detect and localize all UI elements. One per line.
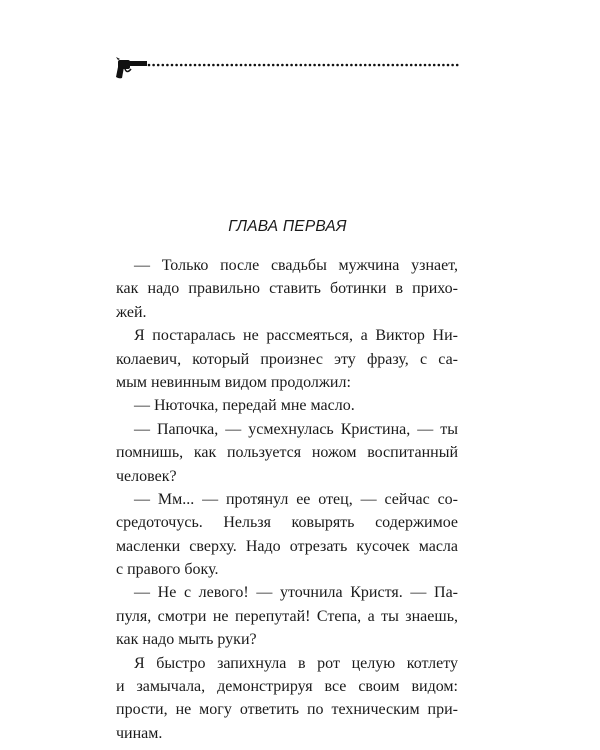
dotted-rule [147, 63, 459, 67]
header-ornament [115, 54, 460, 84]
text-line: и замычала, демонстрируя все своим видом: [116, 678, 458, 696]
text-line: мым невинным видом продолжил: [116, 373, 351, 391]
text-line: с правого боку. [116, 561, 219, 579]
text-line: как надо правильно ставить ботинки в прихо- [116, 280, 458, 298]
text-line: как надо мыть руки? [116, 631, 257, 649]
revolver-icon [115, 54, 149, 80]
text-line: — Папочка, — усмехнулась Кристина, — ты [134, 420, 458, 438]
text-line: — Нюточка, передай мне масло. [134, 397, 355, 415]
text-line: чинам. [116, 724, 163, 742]
text-line: колаевич, который произнес эту фразу, с са- [116, 350, 458, 368]
text-line: жей. [116, 303, 147, 321]
text-line: — Мм... — протянул ее отец, — сейчас со- [134, 490, 458, 508]
body-text [116, 254, 458, 745]
text-line: прости, не могу ответить по техническим при- [116, 701, 458, 719]
text-line: Я быстро запихнула в рот целую котлету [134, 654, 458, 672]
text-line: — Только после свадьбы мужчина узнает, [134, 257, 458, 274]
text-line: человек? [116, 467, 177, 485]
chapter-title: ГЛАВА ПЕРВАЯ [228, 218, 347, 235]
text-line: масленки сверху. Надо отрезать кусочек масла [116, 537, 458, 555]
text-line: помнишь, как пользуется ножом воспитанный [116, 444, 458, 462]
text-line: Я постаралась не рассмеяться, а Виктор Ни- [134, 327, 458, 345]
text-line: — Не с левого! — уточнила Кристя. — Па- [134, 584, 458, 602]
text-line: средоточусь. Нельзя ковырять содержимое [116, 514, 458, 532]
text-line: пуля, смотри не перепутай! Степа, а ты знаешь, [116, 607, 458, 625]
